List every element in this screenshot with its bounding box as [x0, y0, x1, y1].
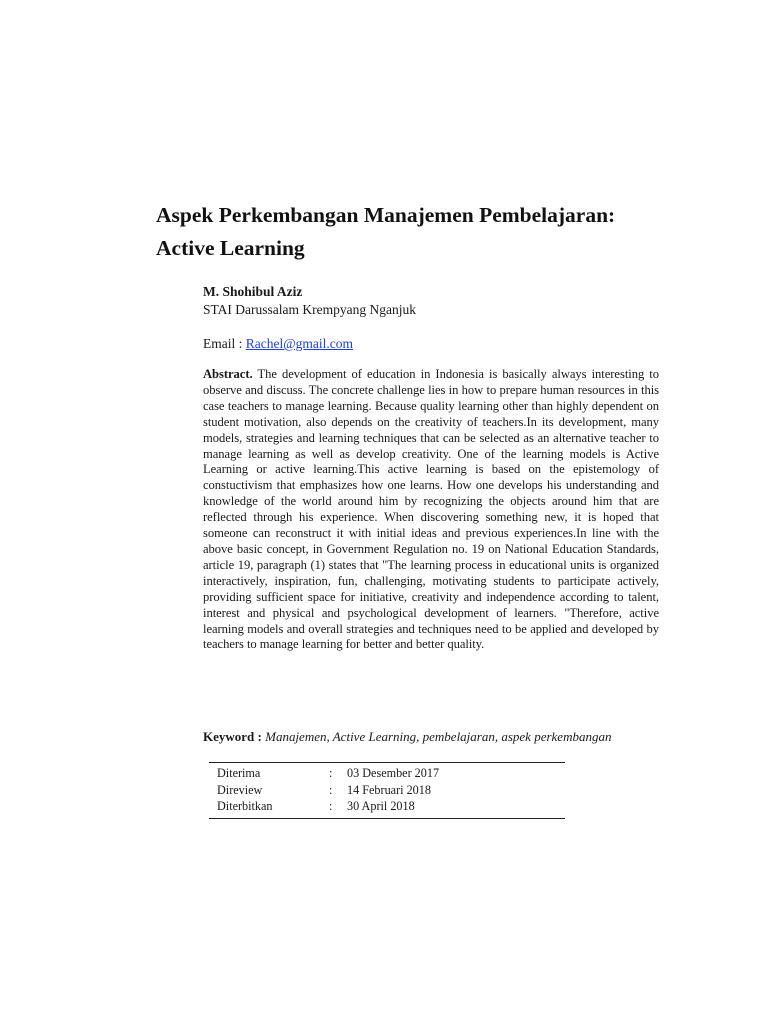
- date-separator: :: [329, 799, 333, 813]
- date-row-published: [209, 798, 565, 815]
- keyword-list: Manajemen, Active Learning, pembelajaran, aspek perkembangan: [265, 729, 612, 744]
- date-row-reviewed: [209, 782, 565, 799]
- author-name: M. Shohibul Aziz: [203, 284, 303, 299]
- publication-dates-table: [209, 762, 565, 819]
- date-label: Diterima: [217, 766, 261, 780]
- title-line-1: Aspek Perkembangan Manajemen Pembelajaran:: [156, 203, 616, 227]
- date-separator: :: [329, 782, 333, 797]
- abstract-label: Abstract.: [203, 367, 253, 381]
- keyword-label: Keyword :: [203, 729, 262, 744]
- abstract-text: The development of education in Indonesia is basically always interesting to observe and discuss. The concrete challenge lies in how to prepare human resources in this case teachers to manage learning. Because quality learning other than highly dependent on student motivation, also depends on the creativity of teachers.In its development, many models, strategies and learning techniques that can be selected as an alternative teacher to manage learning as well as develop creativity. One of the learning models is Active Learning or active learning.This active learning is based on the epistemology of constuctivism that emphasizes how one learns. How one develops his understanding and knowledge of the world around him by recognizing the objects around him that are reflected through his experience. When discovering something new, it is hoped that someone can reconstruct it with initial ideas and previous experiences.In line with the above basic concept, in Government Regulation no. 19 on National Education Standards, article 19, paragraph (1) states that "The learning process in educational units is organized interactively, inspiration, fun, challenging, motivating students to participate actively, providing sufficient space for initiative, creativity and independence according to talent, interest and physical and psychological development of learners. "Therefore, active learning models and overall strategies and techniques need to be applied and developed by teachers to manage learning for better and better quality.: [203, 367, 659, 652]
- paper-title: [156, 199, 676, 265]
- author-email: [203, 335, 659, 353]
- email-label: Email :: [203, 336, 243, 351]
- date-label: Direview: [217, 782, 263, 797]
- title-line-2: Active Learning: [156, 236, 305, 260]
- abstract: [203, 367, 659, 653]
- date-separator: :: [329, 766, 333, 780]
- date-value: 14 Februari 2018: [347, 782, 431, 797]
- author-affiliation: STAI Darussalam Krempyang Nganjuk: [203, 302, 416, 317]
- keywords: [203, 728, 659, 746]
- date-row-received: [209, 765, 565, 782]
- email-link[interactable]: Rachel@gmail.com: [245, 336, 354, 351]
- date-value: 03 Desember 2017: [347, 766, 440, 780]
- date-value: 30 April 2018: [347, 799, 415, 813]
- date-label: Diterbitkan: [217, 799, 273, 813]
